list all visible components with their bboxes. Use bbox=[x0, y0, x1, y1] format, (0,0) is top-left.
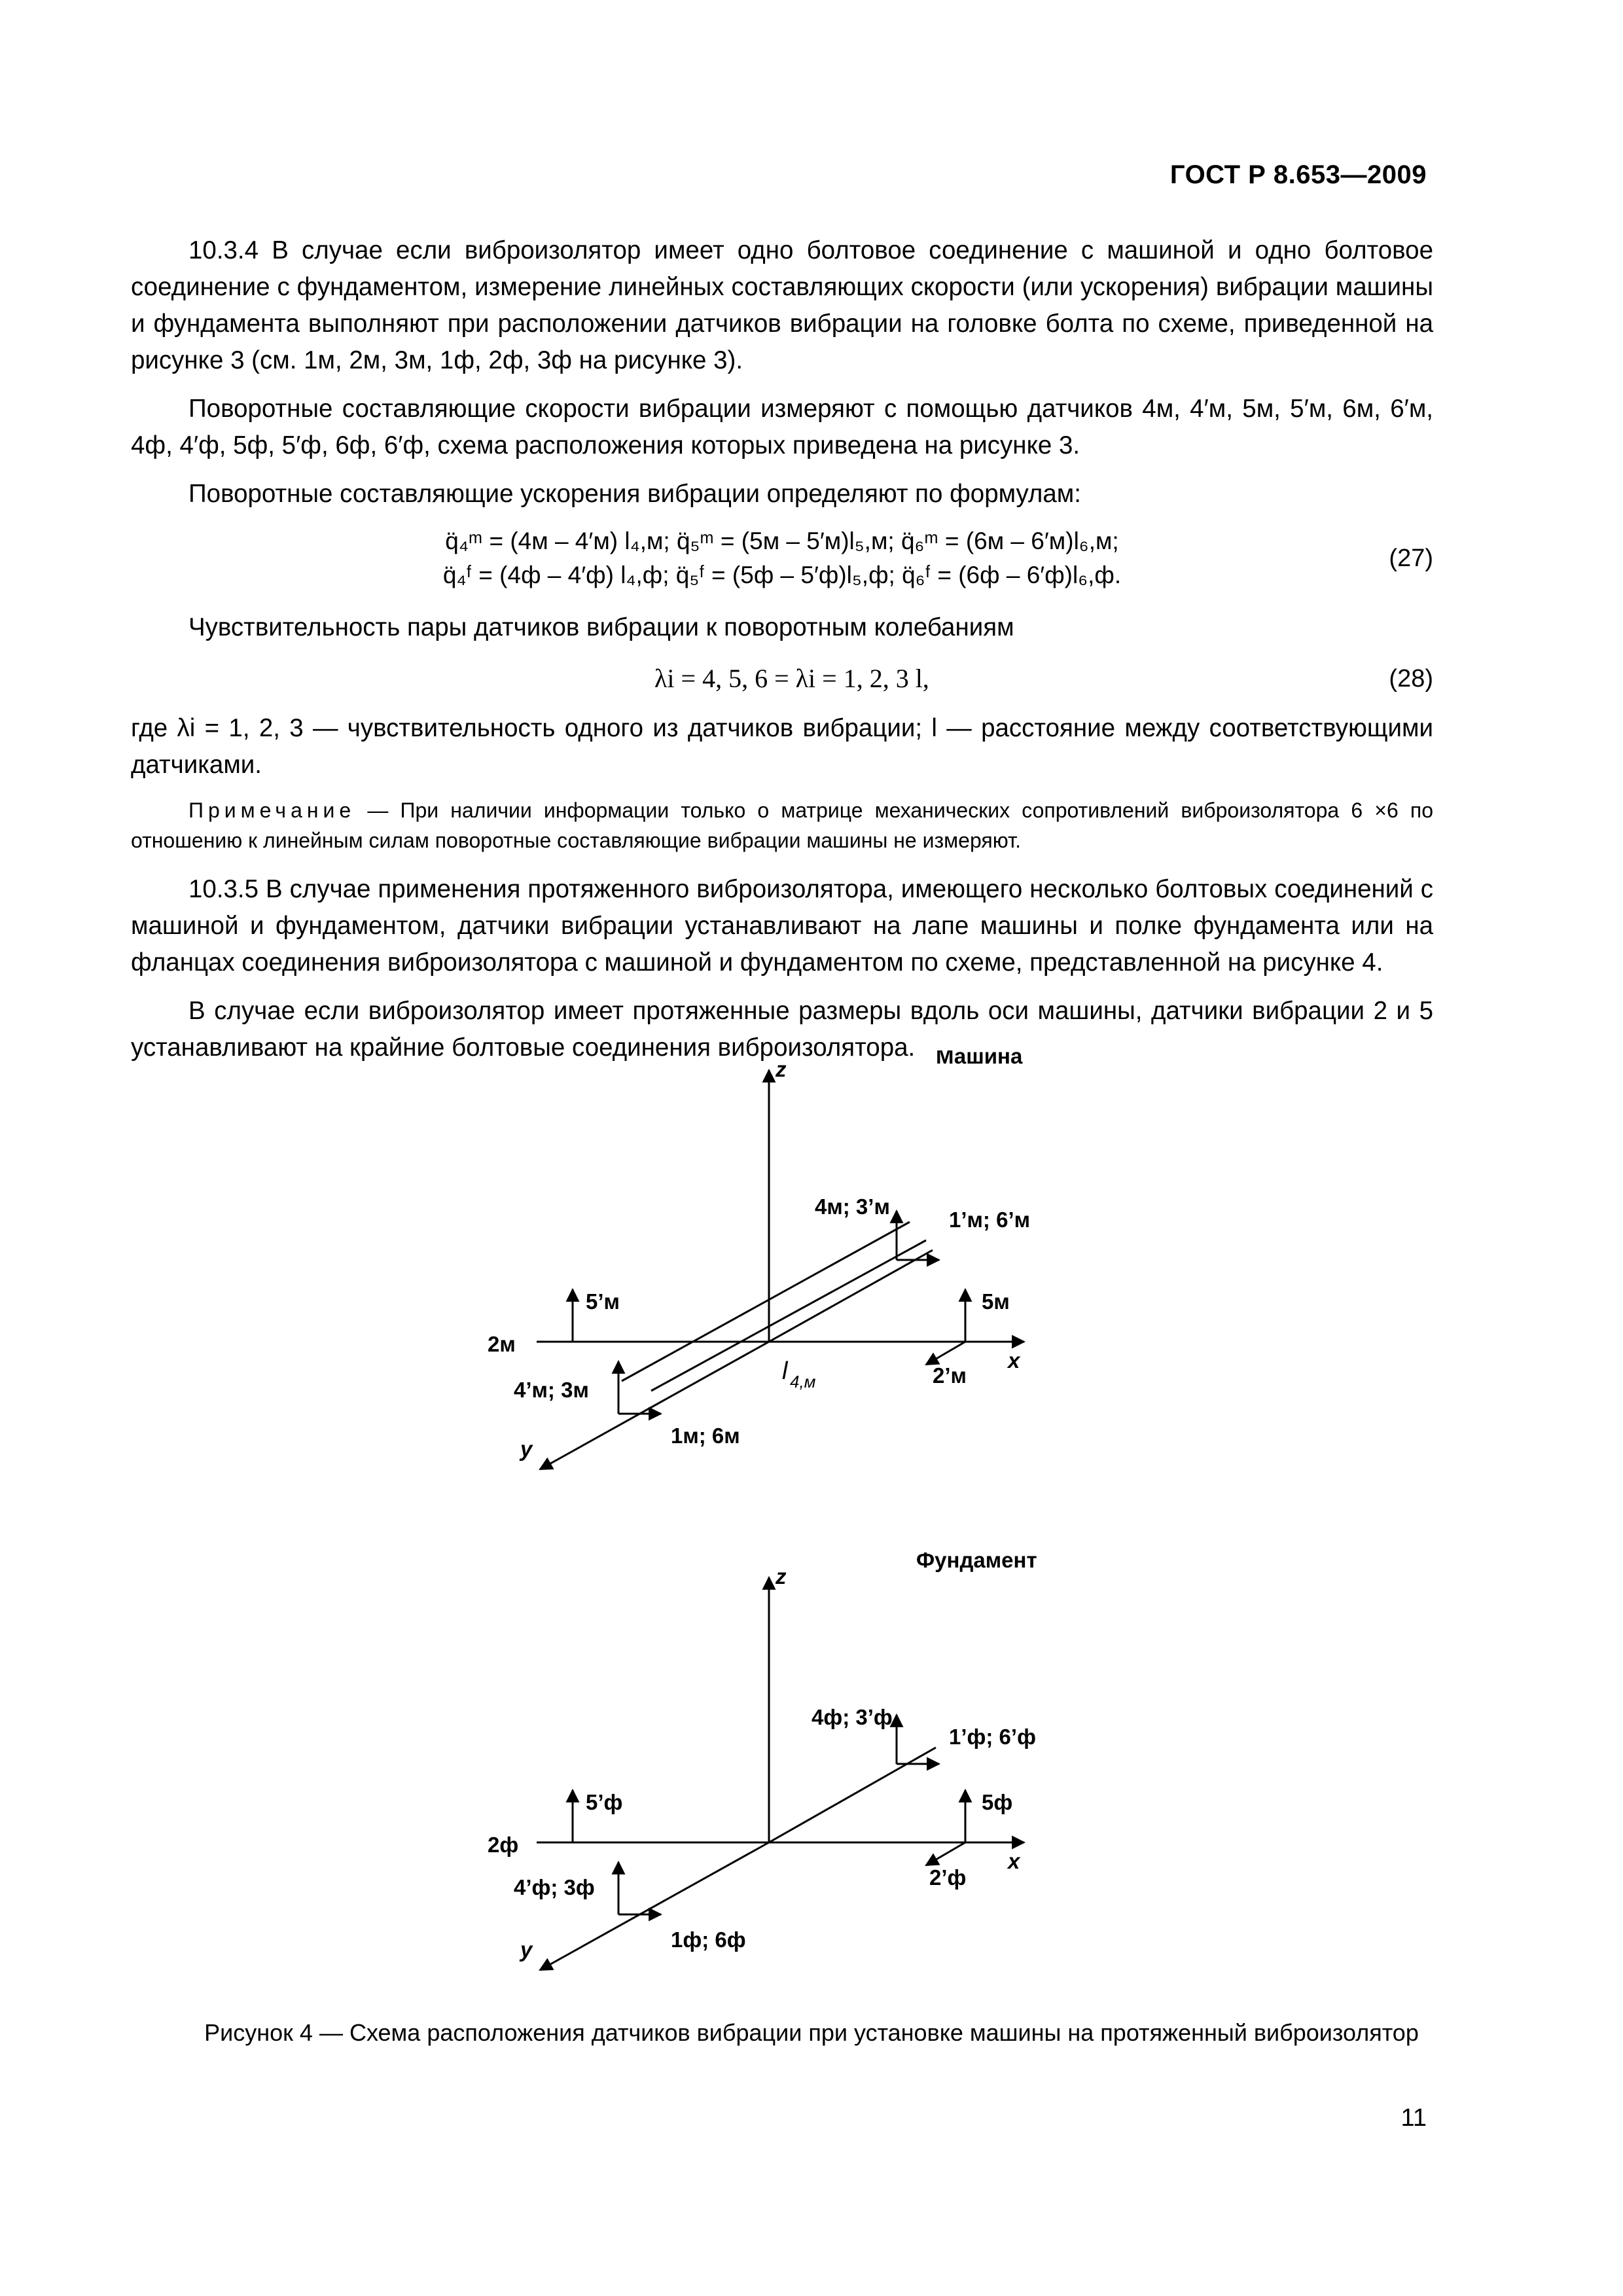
machine-label-5m: 5м bbox=[982, 1289, 1010, 1314]
machine-z-label: z bbox=[776, 1057, 787, 1081]
machine-label-4pm-3m: 4’м; 3м bbox=[514, 1378, 589, 1402]
formula-28-number: (28) bbox=[1389, 665, 1433, 692]
note-text: — При наличии информации только о матрице механических сопротивлений виброизолятора 6 ×6 по отношению к линейным силам поворотные составляющие вибрации машины не измеряют. bbox=[131, 798, 1434, 852]
machine-y-label: y bbox=[520, 1437, 533, 1461]
machine-x-label: x bbox=[1008, 1348, 1020, 1372]
machine-diagram bbox=[537, 1070, 1024, 1469]
formula-27 bbox=[131, 524, 1433, 592]
document-header: ГОСТ Р 8.653—2009 bbox=[1169, 160, 1427, 189]
foundation-label-4pf-3f: 4’ф; 3ф bbox=[514, 1875, 595, 1899]
machine-isolator-line-1 bbox=[622, 1222, 910, 1381]
foundation-title: Фундамент bbox=[916, 1548, 1037, 1572]
machine-isolator-line-2 bbox=[651, 1240, 926, 1391]
foundation-label-5pf: 5’ф bbox=[586, 1790, 623, 1814]
page-number: 11 bbox=[1400, 2104, 1427, 2132]
foundation-y-label: y bbox=[520, 1937, 533, 1962]
paragraph-where: где λi = 1, 2, 3 — чувствительность одного из датчиков вибрации; l — расстояние между соответствующими датчиками. bbox=[131, 714, 1433, 779]
foundation-z-label: z bbox=[776, 1564, 787, 1588]
paragraph-formulas-intro: Поворотные составляющие ускорения вибрации определяют по формулам: bbox=[188, 480, 1081, 508]
machine-label-1m-6m: 1м; 6м bbox=[671, 1424, 740, 1448]
formula-28 bbox=[131, 660, 1433, 701]
foundation-y-axis-back bbox=[769, 1748, 936, 1842]
machine-label-1pm-6pm: 1’м; 6’м bbox=[949, 1208, 1031, 1232]
figure-4-diagram bbox=[393, 1050, 1211, 2006]
paragraph-10-3-4: 10.3.4 В случае если виброизолятор имеет одно болтовое соединение с машиной и одно болтовое соединение с фундаментом, измерение линейных составляющих скорости (или ускорения) вибрации машины и фундамента выполняют при расположении датчиков вибрации на головке болта по схеме, приведенной на рисунке 3 (см. 1м, 2м, 3м, 1ф, 2ф, 3ф на рисунке 3). bbox=[131, 236, 1433, 374]
paragraph-rotational-velocity: Поворотные составляющие скорости вибрации измеряют с помощью датчиков 4м, 4′м, 5м, 5′м, 6м, 6′м, 4ф, 4′ф, 5ф, 5′ф, 6ф, 6′ф, схема расположения которых приведена на рисунке 3. bbox=[131, 395, 1433, 459]
machine-title: Машина bbox=[936, 1050, 1023, 1068]
machine-label-5pm: 5’м bbox=[586, 1289, 620, 1314]
machine-label-4m-3pm: 4м; 3’м bbox=[815, 1194, 890, 1219]
note-label: Примечание bbox=[188, 798, 356, 822]
paragraph-extended-isolator: В случае если виброизолятор имеет протяженные размеры вдоль оси машины, датчики вибрации 2 и 5 устанавливают на крайние болтовые соединения виброизолятора. bbox=[131, 997, 1433, 1062]
machine-label-2pm: 2’м bbox=[933, 1363, 967, 1388]
foundation-sensor-2pf-arrow bbox=[926, 1842, 965, 1865]
paragraph-sensitivity: Чувствительность пары датчиков вибрации к поворотным колебаниям bbox=[188, 613, 1014, 641]
foundation-label-4f-3pf: 4ф; 3’ф bbox=[812, 1705, 893, 1729]
foundation-label-1pf-6pf: 1’ф; 6’ф bbox=[949, 1725, 1036, 1749]
foundation-x-label: x bbox=[1008, 1849, 1020, 1873]
document-body bbox=[131, 232, 1433, 1078]
machine-label-2m: 2м bbox=[488, 1332, 516, 1356]
machine-l-subscript: 4,м bbox=[790, 1372, 816, 1391]
paragraph-10-3-5: 10.3.5 В случае применения протяженного виброизолятора, имеющего несколько болтовых соединений с машиной и фундаментом, датчики вибрации устанавливают на лапе машины и полке фундамента или на фланцах соединения виброизолятора с машиной и фундаментом по схеме, представленной на рисунке 4. bbox=[131, 875, 1433, 977]
machine-l-symbol: l bbox=[782, 1357, 788, 1385]
formula-27-line-1: q̈₄ᵐ = (4м – 4′м) l₄,м; q̈₅ᵐ = (5м – 5′м)l₅,м; q̈₆ᵐ = (6м – 6′м)l₆,м; bbox=[445, 528, 1119, 554]
foundation-label-2f: 2ф bbox=[488, 1833, 519, 1857]
machine-y-axis bbox=[540, 1342, 769, 1469]
foundation-label-5f: 5ф bbox=[982, 1790, 1013, 1814]
formula-28-expression: λi = 4, 5, 6 = λi = 1, 2, 3 l, bbox=[654, 664, 929, 693]
foundation-label-2pf: 2’ф bbox=[929, 1865, 967, 1890]
machine-sensor-2pm-arrow bbox=[926, 1342, 965, 1365]
foundation-label-1f-6f: 1ф; 6ф bbox=[671, 1928, 746, 1952]
machine-y-axis-back bbox=[769, 1250, 933, 1342]
foundation-diagram bbox=[537, 1577, 1024, 1970]
formula-27-number: (27) bbox=[1389, 545, 1433, 572]
figure-4 bbox=[393, 1050, 1211, 2006]
note bbox=[131, 795, 1433, 855]
figure-caption: Рисунок 4 — Схема расположения датчиков вибрации при установке машины на протяженный виброизолятор bbox=[204, 2019, 1419, 2046]
formula-27-line-2: q̈₄ᶠ = (4ф – 4′ф) l₄,ф; q̈₅ᶠ = (5ф – 5′ф)l₅,ф; q̈₆ᶠ = (6ф – 6′ф)l₆,ф. bbox=[442, 562, 1122, 588]
